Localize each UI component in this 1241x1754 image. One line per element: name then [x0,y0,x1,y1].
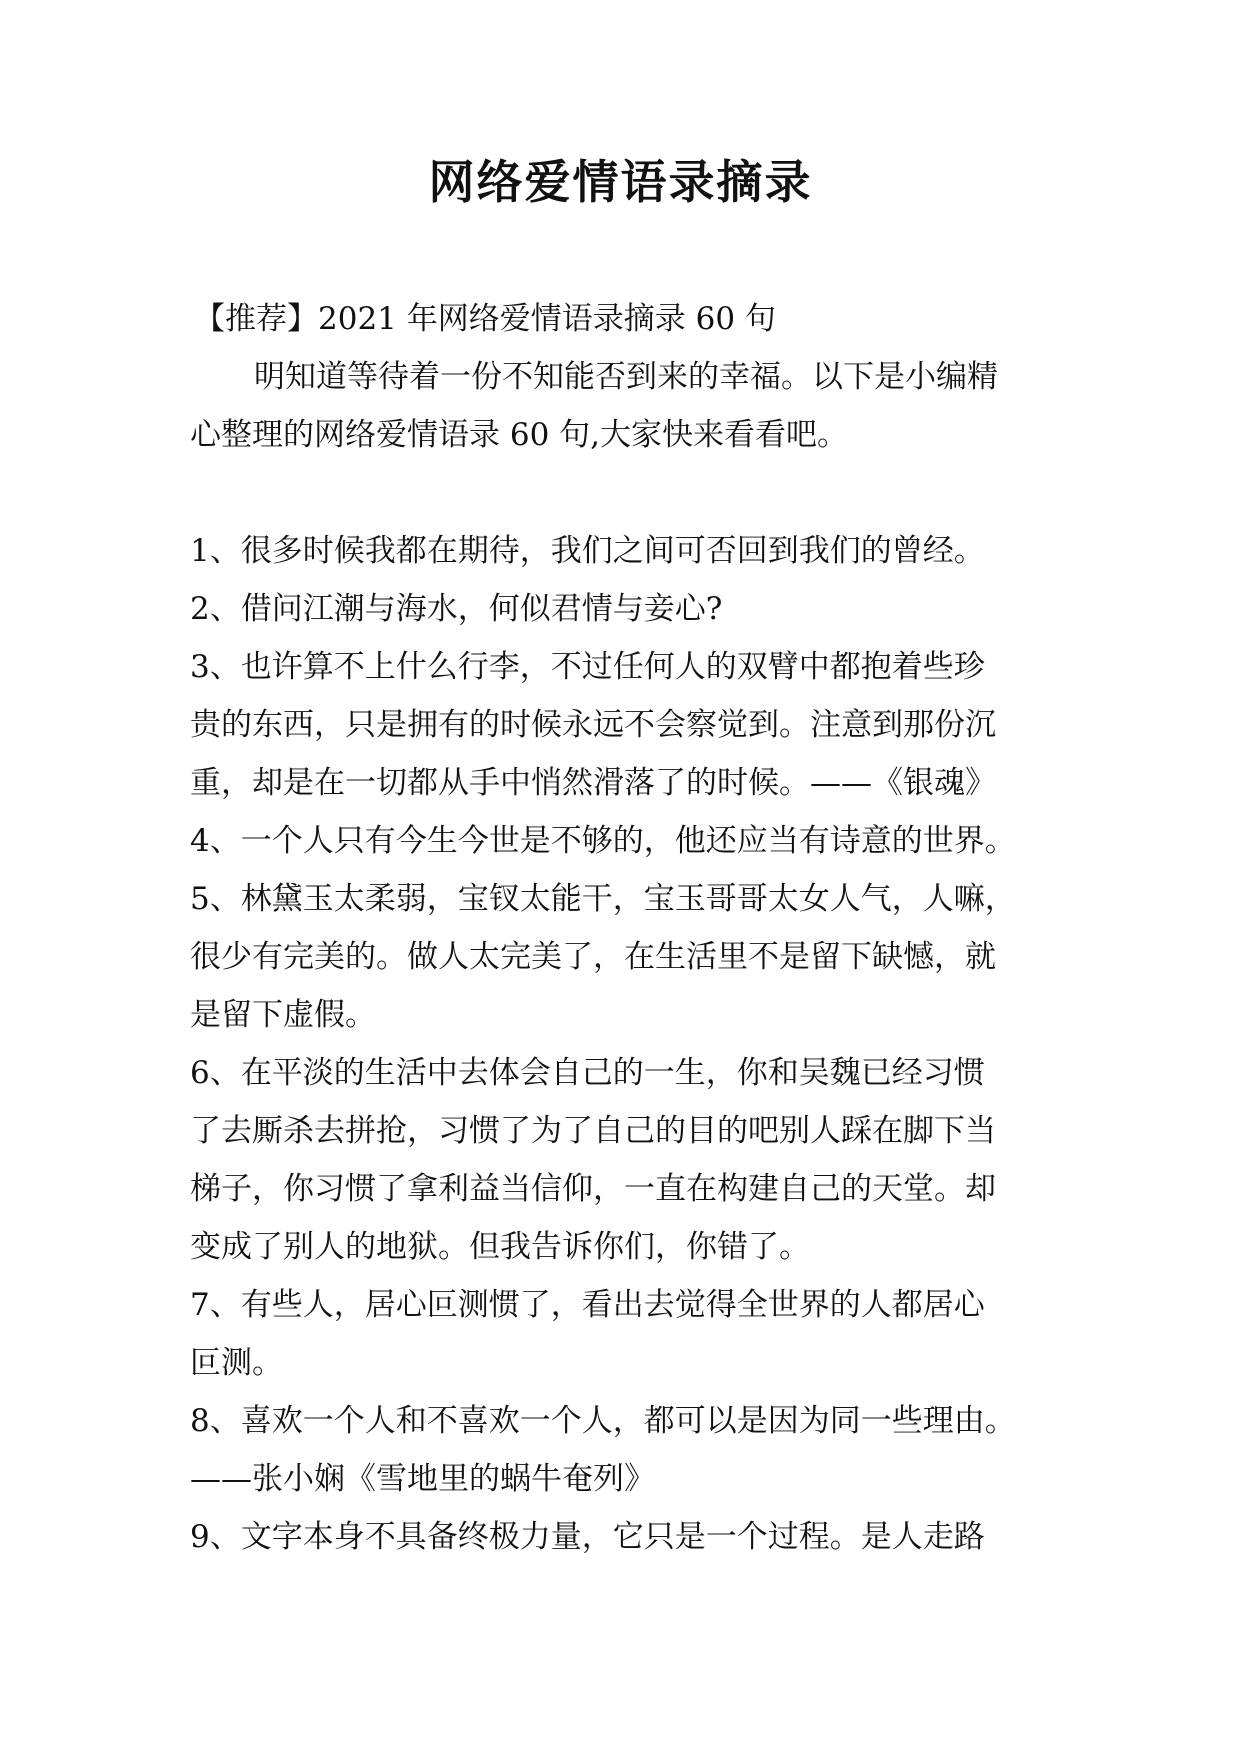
text-line: 7、有些人，居心叵测惯了，看出去觉得全世界的人都居心 [190,1287,985,1323]
text-line: 是留下虚假。 [190,997,376,1033]
text-line: 8、喜欢一个人和不喜欢一个人，都可以是因为同一些理由。 [190,1403,1016,1439]
text-line: 了去厮杀去拼抢，习惯了为了自己的目的吧别人踩在脚下当 [190,1113,996,1149]
text-line: 9、文字本身不具备终极力量，它只是一个过程。是人走路 [190,1519,985,1555]
blank-line [190,464,1090,522]
document-body [190,290,1090,1566]
text-line: 很少有完美的。做人太完美了，在生活里不是留下缺憾，就 [190,939,996,975]
text-line: 心整理的网络爱情语录 60 句,大家快来看看吧。 [190,417,849,453]
text-line: 5、林黛玉太柔弱，宝钗太能干，宝玉哥哥太女人气，人嘛， [190,881,1016,917]
document-title: 网络爱情语录摘录 [428,155,813,209]
text-line: 6、在平淡的生活中去体会自己的一生，你和吴魏已经习惯 [190,1055,985,1091]
text-line: 2、借问江潮与海水，何似君情与妾心? [190,591,723,627]
text-line: ——张小娴《雪地里的蜗牛奄列》 [190,1461,655,1497]
text-line: 3、也许算不上什么行李，不过任何人的双臂中都抱着些珍 [190,649,985,685]
text-line: 【推荐】2021 年网络爱情语录摘录 60 句 [194,301,776,337]
text-line: 重，却是在一切都从手中悄然滑落了的时候。——《银魂》 [190,765,996,801]
text-line: 1、很多时候我都在期待，我们之间可否回到我们的曾经。 [190,533,985,569]
text-line: 变成了别人的地狱。但我告诉你们，你错了。 [190,1229,810,1265]
text-line: 叵测。 [190,1345,283,1381]
text-line: 明知道等待着一份不知能否到来的幸福。以下是小编精 [254,359,998,395]
text-line: 贵的东西，只是拥有的时候永远不会察觉到。注意到那份沉 [190,707,996,743]
text-line: 梯子，你习惯了拿利益当信仰，一直在构建自己的天堂。却 [190,1171,996,1207]
text-line: 4、一个人只有今生今世是不够的，他还应当有诗意的世界。 [190,823,1016,859]
